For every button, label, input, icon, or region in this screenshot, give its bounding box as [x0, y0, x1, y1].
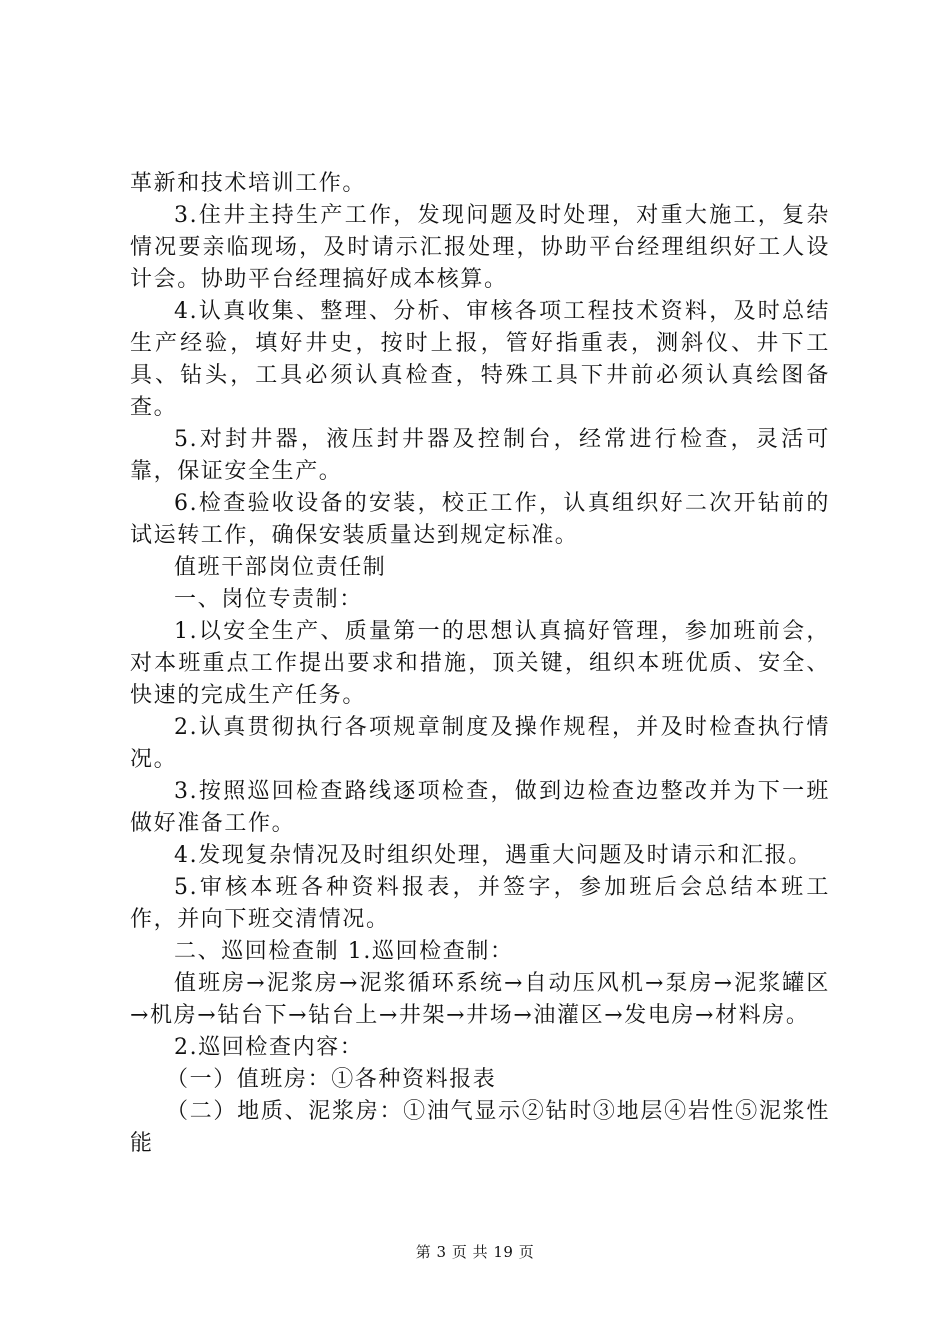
paragraph: 1.以安全生产、质量第一的思想认真搞好管理，参加班前会，对本班重点工作提出要求和措施，顶关键，组织本班优质、安全、快速的完成生产任务。 [130, 619, 830, 708]
section-heading: 值班干部岗位责任制 [174, 555, 387, 580]
list-item: （二）地质、泥浆房：①油气显示②钻时③地层④岩性⑤泥浆性能 [130, 1099, 830, 1156]
paragraph: 5.审核本班各种资料报表，并签字，参加班后会总结本班工作，并向下班交清情况。 [130, 875, 830, 932]
page-footer: 第 3 页 共 19 页 [415, 1243, 535, 1261]
document-body [130, 168, 830, 1160]
paragraph: 6.检查验收设备的安装，校正工作，认真组织好二次开钻前的试运转工作，确保安装质量达到规定标准。 [130, 491, 830, 548]
paragraph: 4.发现复杂情况及时组织处理，遇重大问题及时请示和汇报。 [174, 843, 812, 868]
subsection-heading: 二、巡回检查制 1.巡回检查制： [174, 939, 514, 964]
paragraph: 3.住井主持生产工作，发现问题及时处理，对重大施工，复杂情况要亲临现场，及时请示汇报处理，协助平台经理组织好工人设计会。协助平台经理搞好成本核算。 [130, 203, 830, 292]
paragraph: 革新和技术培训工作。 [130, 171, 367, 196]
subsection-heading: 一、岗位专责制： [174, 587, 363, 612]
paragraph: 4.认真收集、整理、分析、审核各项工程技术资料，及时总结生产经验，填好井史，按时上报，管好指重表，测斜仪、井下工具、钻头，工具必须认真检查，特殊工具下井前必须认真绘图备查。 [130, 299, 830, 420]
paragraph: 3.按照巡回检查路线逐项检查，做到边检查边整改并为下一班做好准备工作。 [130, 779, 830, 836]
inspection-route: 值班房→泥浆房→泥浆循环系统→自动压风机→泵房→泥浆罐区→机房→钻台下→钻台上→井架→井场→油灌区→发电房→材料房。 [130, 971, 830, 1028]
paragraph: 2.巡回检查内容： [174, 1035, 364, 1060]
paragraph: 2.认真贯彻执行各项规章制度及操作规程，并及时检查执行情况。 [130, 715, 830, 772]
paragraph: 5.对封井器，液压封井器及控制台，经常进行检查，灵活可靠，保证安全生产。 [130, 427, 830, 484]
list-item: （一）值班房：①各种资料报表 [166, 1067, 497, 1092]
